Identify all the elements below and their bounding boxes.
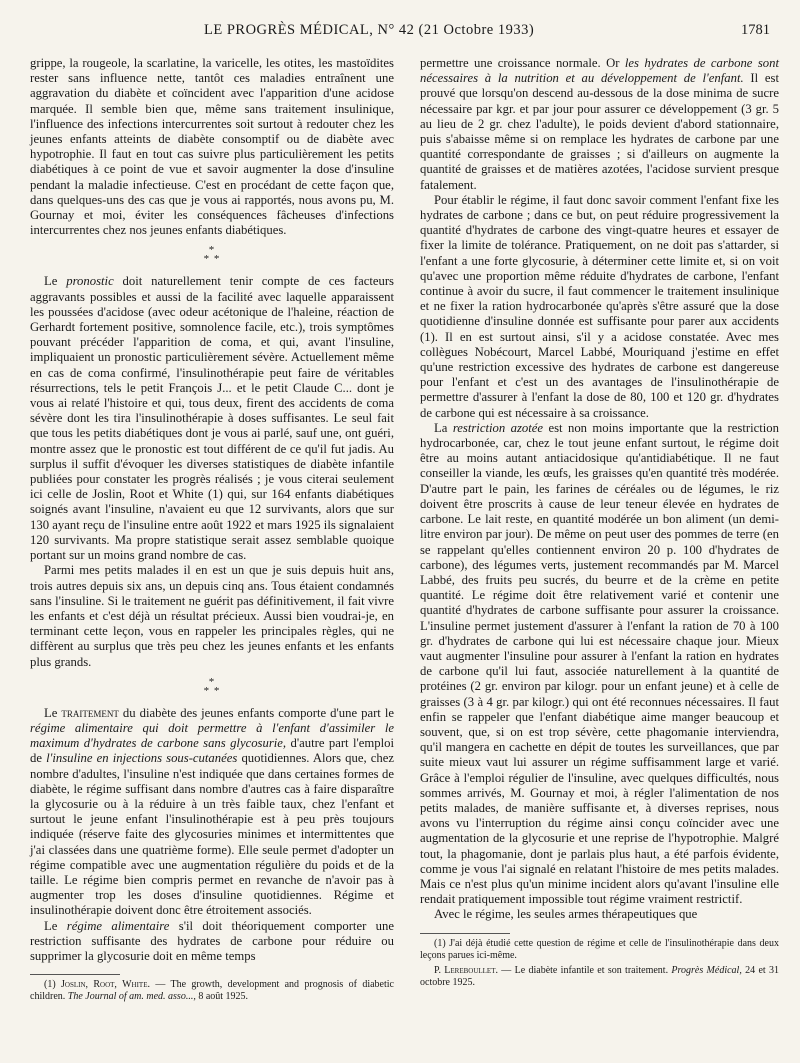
section-separator: * * * (203, 675, 221, 697)
footnote-2-right: P. Lereboullet. — Le diabète infantile et son traitement. Progrès Médical, 24 et 31 octobre 1925. (420, 964, 779, 988)
paragraph-armes: Avec le régime, les seules armes thérapeutiques que (434, 907, 698, 922)
page-header (0, 0, 800, 46)
page-number: 1781 (741, 22, 770, 38)
term-regime: régime alimentaire (66, 918, 170, 933)
paragraph-malades: Parmi mes petits malades il en est un que je suis depuis huit ans, trois autres depuis six ans, un depuis cinq ans. Tous étaient condamnés sans l'insuline. Si le traitement ne guérit pas définitivement, il fait vivre les enfants et c'est déjà un résultat précieux. Aussi bien voudrai-je, en terminant cette leçon, vous en rappeler les principales règles, qui ne diffèrent au surplus que très peu chez les jeunes enfants et les enfants plus grands. (30, 563, 394, 669)
term-traitement: traitement (61, 705, 119, 720)
section-separator: * * * (203, 244, 221, 266)
footnote-1-right: (1) J'ai déjà étudié cette question de régime et celle de l'insulinothérapie dans deux leçons parues ici-même. (420, 937, 779, 961)
paragraph-regime: Le régime alimentaire s'il doit théoriquement comporter une restriction suffisante des hydrates de carbone pour réduire ou supprimer la glycosurie doit en même temps (30, 918, 394, 963)
footnote-1: (1) Joslin, Root, White. — The growth, development and prognosis of diabetic children. The Journal of am. med. asso..., 8 août 1925. (30, 979, 394, 1003)
running-title: LE PROGRÈS MÉDICAL, N° 42 (21 Octobre 1933) (204, 22, 535, 38)
term-pronostic: pronostic (66, 274, 114, 289)
footnote-rule (420, 933, 510, 934)
footnote-rule (30, 974, 120, 975)
paragraph-pronostic: Le pronostic doit naturellement tenir compte de ces facteurs aggravants possibles et aussi de la facilité avec laquelle apparaissent les poussées d'acidose (avec odeur acétonique de l'haleine, réaction de Gerhardt fortement positive, somnolence facile, etc.), trois symptômes pouvant précéder l'apparition de coma, et qui, avant l'insuline, impliquaient un pronostic particulièrement sévère. Actuellement même en cas de coma confirmé, l'insulinothérapie peut faire de véritables résurrections, tels le petit François J... et le petit Claude C... dont je vous ai relaté l'histoire et qui, tous deux, firent des accidents de coma sévère dont les tira l'insulinothérapie à doses suffisantes. Le seul fait que tous les petits diabétiques dont je vous ai parlé, sauf une, ont guéri, montre assez que le pronostic est tout différent de ce qu'il fut jadis. Au surplus il suffit d'évoquer les diverses statistiques de diabète infantile publiées pour constater les progrès réalisés ; je vous citerai seulement ici celle de Joslin, Root et White (1) qui, sur 164 enfants diabétiques soignés avant l'insuline, n'avaient eu que 12 survivants, alors que sur 130 ayant reçu de l'insuline entre août 1922 et mars 1925 ils signalaient 120 survivants. Ma propre statistique serait assez semblable quoique portant sur un moins grand nombre de cas. (30, 274, 394, 563)
left-column (30, 56, 394, 1003)
paragraph-infections: grippe, la rougeole, la scarlatine, la varicelle, les otites, les mastoïdites rester sans influence nette, tantôt ces maladies entraînent une aggravation du diabète et coïncident avec l'apparition d'une acidose marquée. Il semble bien que, même sans traitement insulinique, l'influence des infections intercurrentes soit surtout à redouter chez les jeunes enfants atteints de diabète consomptif ou de diabète avec hypotrophie. Il faut en tout cas suivre plus particulièrement les petits diabétiques à ce point de vue et savoir augmenter la dose d'insuline pendant la maladie infectieuse. C'est en procédant de cette façon que, dans quelques-uns des cas que je vous ai rapportés, nous avons pu, M. Gournay et moi, éviter les conséquences fâcheuses d'infections intercurrentes chez nos jeunes enfants diabétiques. (30, 56, 394, 238)
paragraph-traitement: Le traitement du diabète des jeunes enfants comporte d'une part le régime alimentaire qui doit permettre à l'enfant d'assimiler le maximum d'hydrates de carbone sans glycosurie, d'autre part l'emploi de l'insuline en injections sous-cutanées quotidiennes. Alors que, chez nombre d'adultes, l'insuline n'est indiquée que dans certaines formes de diabète, le régime suffisant dans nombre d'autres cas à faire disparaître la glycosurie ou à la réduire à un très faible taux, chez l'enfant et surtout le jeune enfant l'insulinothérapie est à peu près toujours indiquée (réserve faite des glycosuries minimes et intermittentes que j'ai classées dans une quatrième forme). Elle seule permet d'adopter un régime compatible avec une augmentation régulière du poids et de la taille. Le régime bien compris permet en revanche de n'avoir pas à augmenter trop les doses d'insuline quotidiennes. Régime et insulinothérapie doivent donc être étroitement associés. (30, 705, 394, 918)
right-column (420, 56, 779, 989)
paragraph-restriction-azotee: La restriction azotée est non moins importante que la restriction hydrocarbonée, car, chez le tout jeune enfant surtout, le régime doit être au moins autant antiacidosique qu'antidiabétique. Il ne faut conseiller la viande, les œufs, les graisses qu'en quantité très modérée. D'autre part le pain, les farines de céréales ou de légumes, le riz doivent être proscrits à cause de leur teneur élevée en hydrates de carbone. Le lait reste, en quantité modérée un bon aliment (un demi-litre environ par jour). De même on peut user des pommes de terre (en se rappelant qu'elles contiennent environ 20 p. 100 d'hydrates de carbone), des légumes verts, justement recommandés par M. Marcel Labbé, des fruits peu sucrés, du beurre et de la crème en petite quantité. Le régime doit être relativement varié et contenir une quantité d'hydrates de carbone suffisante pour assurer la croissance. L'insuline permet justement d'assurer à l'enfant la ration de 70 à 100 gr. d'hydrates de carbone qui lui est nécessaire chaque jour. Mieux vaut augmenter l'insuline pour assurer à l'enfant la ration en hydrates de carbone qu'il lui faut, associée naturellement à la quantité de protéines (2 gr. environ par kilogr. pour un enfant jeune) et à celle de graisses (3 à 4 gr. par kilogr.) qui ont été reconnues nécessaires. Il faut enfin se rappeler que l'enfant diabétique aime manger beaucoup et souvent, que, si on est trop sévère, cette phagomanie interviendra, qu'il mangera en cachette en dépit de toutes les surveillances, que par suite mieux vaut lui assurer un régime suffisamment large et varié. Grâce à l'emploi régulier de l'insuline, avec quelques difficultés, nous sommes arrivés, M. Gournay et moi, à régler l'alimentation de nos petits malades, de manière suffisante et, à diverses reprises, nous avons vu l'interruption du régime ainsi conçu coïncider avec une augmentation de la glycosurie et une reprise de l'hypotrophie. Malgré tout, la phagomanie, dont je parlais plus haut, a été parfois évidente, comme je vous l'ai signalé en relatant l'histoire de mes petits malades. Mais ce n'est plus qu'un minime incident alors qu'avant l'insuline elle rendait pratiquement impossible tout régime vraiment restrictif. (420, 420, 779, 907)
paragraph-etablir-regime: Pour établir le régime, il faut donc savoir comment l'enfant fixe les hydrates de carbone ; dans ce but, on peut réduire progressivement la quantité d'hydrates de carbone des vingt-quatre heures et essayer de fixer la limite de tolérance. Pratiquement, on ne doit pas s'attarder, si l'enfant a une forte glycosurie, à déterminer cette limite et, si on voit qu'avec une proportion même réduite d'hydrates de carbone, l'enfant continue à avoir du sucre, il faut commencer le traitement insulinique et ne fixer la ration hydrocarbonée qu'après s'être assuré que la dose quotidienne d'insuline donnée est suffisante pour parer aux accidents (1). Il en est surtout ainsi, s'il y a acidose constatée. Avec mes collègues Nobécourt, Marcel Labbé, Mouriquand j'estime en effet qu'une restriction excessive des hydrates de carbone est dangereuse pour l'enfant et c'est un des avantages de l'insulinothérapie de permettre d'assurer à l'enfant la dose de 80, 100 et 120 gr. d'hydrates de carbone qui est nécessaire à sa croissance. (420, 192, 779, 420)
term-restriction-azotee: restriction azotée (452, 420, 544, 435)
paragraph-croissance: permettre une croissance normale. Or les hydrates de carbone sont nécessaires à la nutrition et au développement de l'enfant. Il est prouvé que lorsqu'on descend au-dessous de la dose minima de sucre nécessaire par kgr. et par jour pour assurer ce développement (3 gr. 5 au lieu de 2 gr. chez l'adulte), le poids devient d'abord stationnaire, puis s'abaisse même si on remplace les hydrates de carbone par une quantité correspondante de graisses ; si d'ailleurs on augmente la quantité de graisses et de matières azotées, l'acidose survient presque fatalement. (420, 56, 779, 192)
